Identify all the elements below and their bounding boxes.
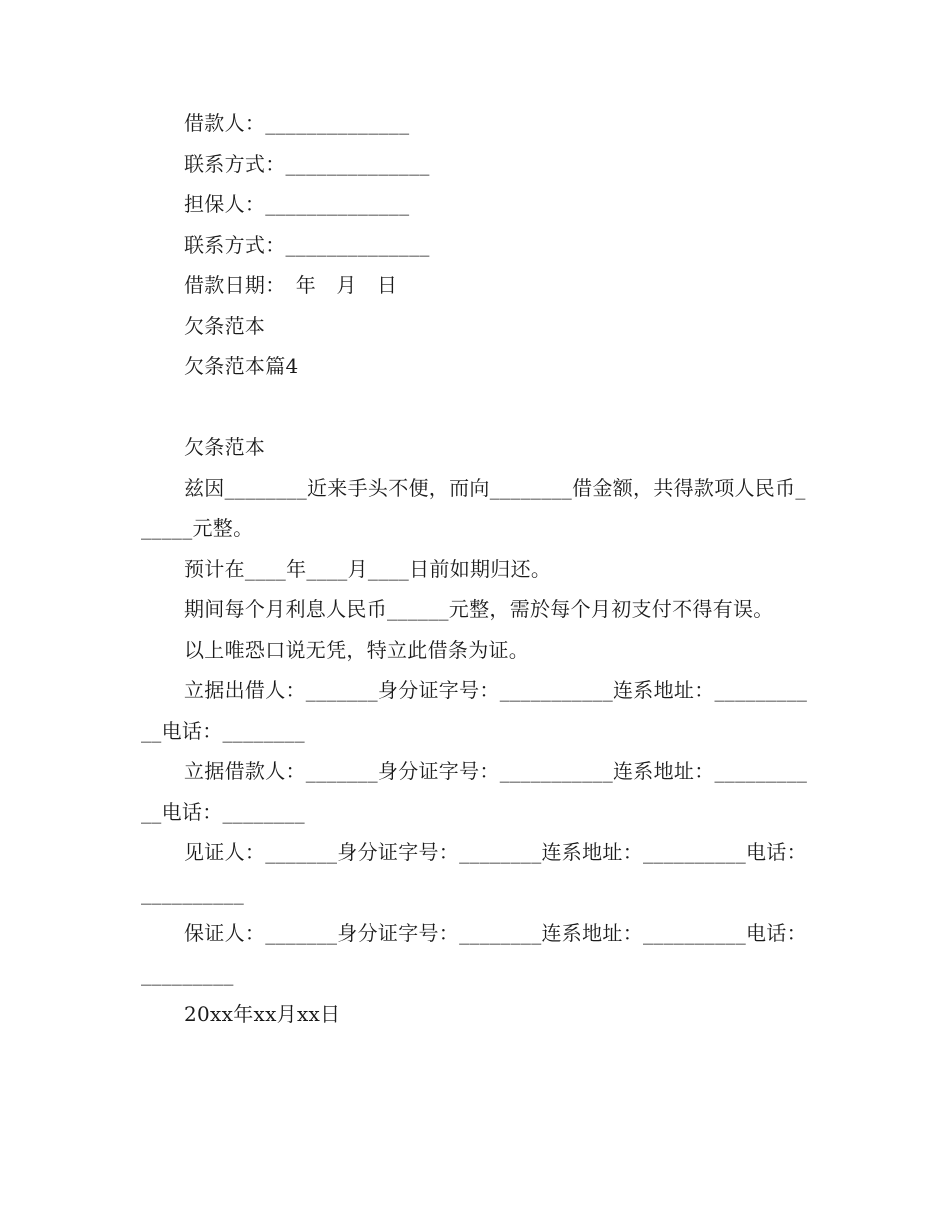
borrower-contact-line: 联系方式：______________ <box>184 151 430 176</box>
statement-paragraph: 以上唯恐口说无凭，特立此借条为证。 <box>184 637 530 662</box>
interest-paragraph: 期间每个月利息人民币______元整，需於每个月初支付不得有误。 <box>184 597 774 621</box>
guarantor-line: 担保人：______________ <box>184 192 410 216</box>
blank-line <box>141 387 811 428</box>
due-date-paragraph: 预计在____年____月____日前如期归还。 <box>184 556 552 581</box>
lender-paragraph: 立据出借人：_______身分证字号：___________连系地址：___________电话：________ <box>141 678 808 743</box>
guarantor-contact-line: 联系方式：______________ <box>184 232 430 257</box>
debtor-paragraph: 立据借款人：_______身分证字号：___________连系地址：___________电话：________ <box>141 759 808 824</box>
borrower-line: 借款人：______________ <box>184 111 410 135</box>
sample-heading: 欠条范本 <box>184 313 266 338</box>
loan-date-line: 借款日期： 年 月 日 <box>184 273 398 297</box>
article-4-heading: 欠条范本篇4 <box>184 354 299 378</box>
article-title: 欠条范本 <box>184 435 266 459</box>
surety-paragraph: 保证人：_______身分证字号：________连系地址：__________电话：_________ <box>141 921 807 986</box>
witness-paragraph: 见证人：_______身分证字号：________连系地址：__________电话：__________ <box>141 840 807 905</box>
document-body <box>141 103 811 1035</box>
reason-paragraph: 兹因________近来手头不便，而向________借金额，共得款项人民币______元整。 <box>141 475 806 540</box>
signing-date: 20xx年xx月xx日 <box>184 1002 341 1026</box>
